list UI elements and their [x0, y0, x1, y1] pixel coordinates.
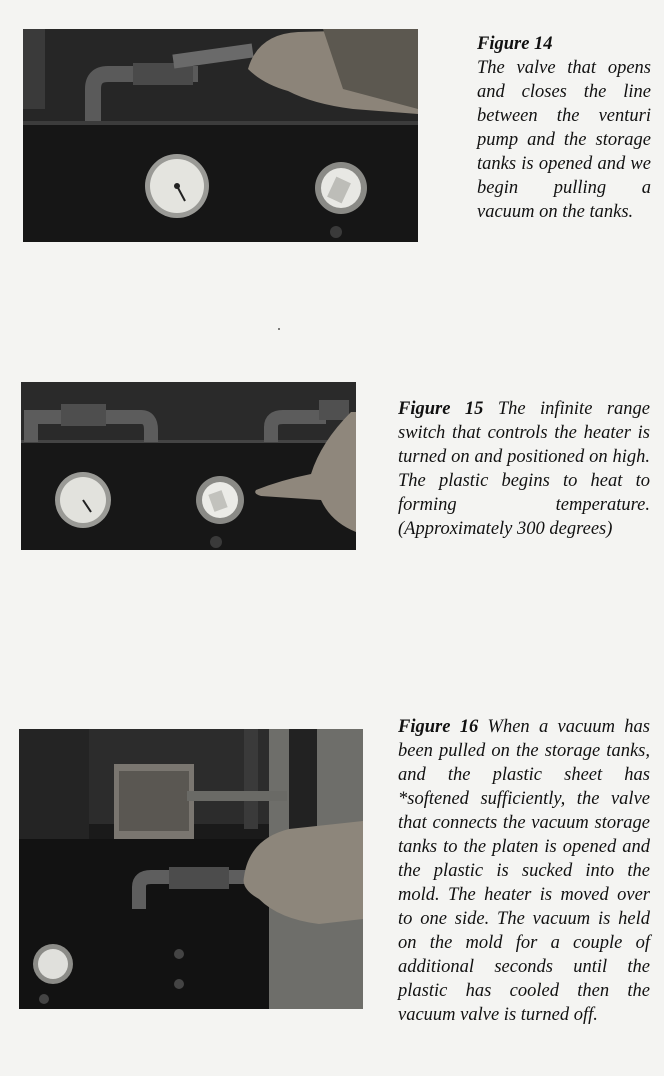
figure-15-photo [21, 382, 356, 550]
stray-mark [278, 328, 280, 330]
figure-16-photo [19, 729, 363, 1009]
figure-16-photo-art [19, 729, 363, 1009]
figure-15-caption-block [398, 397, 650, 541]
figure-15-caption: The infinite range switch that controls the heater is turned on and positioned on high. The plastic begins to heat to forming temperature. (Approximately 300 degrees) [398, 399, 651, 539]
figure-16-caption: When a vacuum has been pulled on the storage tanks, and the plastic sheet has *softened sufficiently, the valve that connects the vacuum storage tanks to the platen is opened and the plastic is sucked into the mold. The heater is moved over to one side. The vacuum is held on the mold for a couple of additional seconds until the plastic has cooled then the vacuum valve is turned off. [398, 717, 651, 1025]
figure-15-photo-art [21, 382, 356, 550]
figure-14-photo-art [23, 29, 418, 242]
figure-16-caption-block [398, 715, 650, 1027]
figure-14-title: Figure 14 [477, 34, 553, 54]
figure-15-title: Figure 15 [398, 399, 484, 419]
figure-16-title: Figure 16 [398, 717, 479, 737]
figure-14-caption: The valve that opens and closes the line between the venturi pump and the storage tanks is opened and we begin pulling a vacuum on the tanks. [477, 58, 651, 222]
figure-14-caption-block [477, 32, 651, 224]
figure-14-photo [23, 29, 418, 242]
